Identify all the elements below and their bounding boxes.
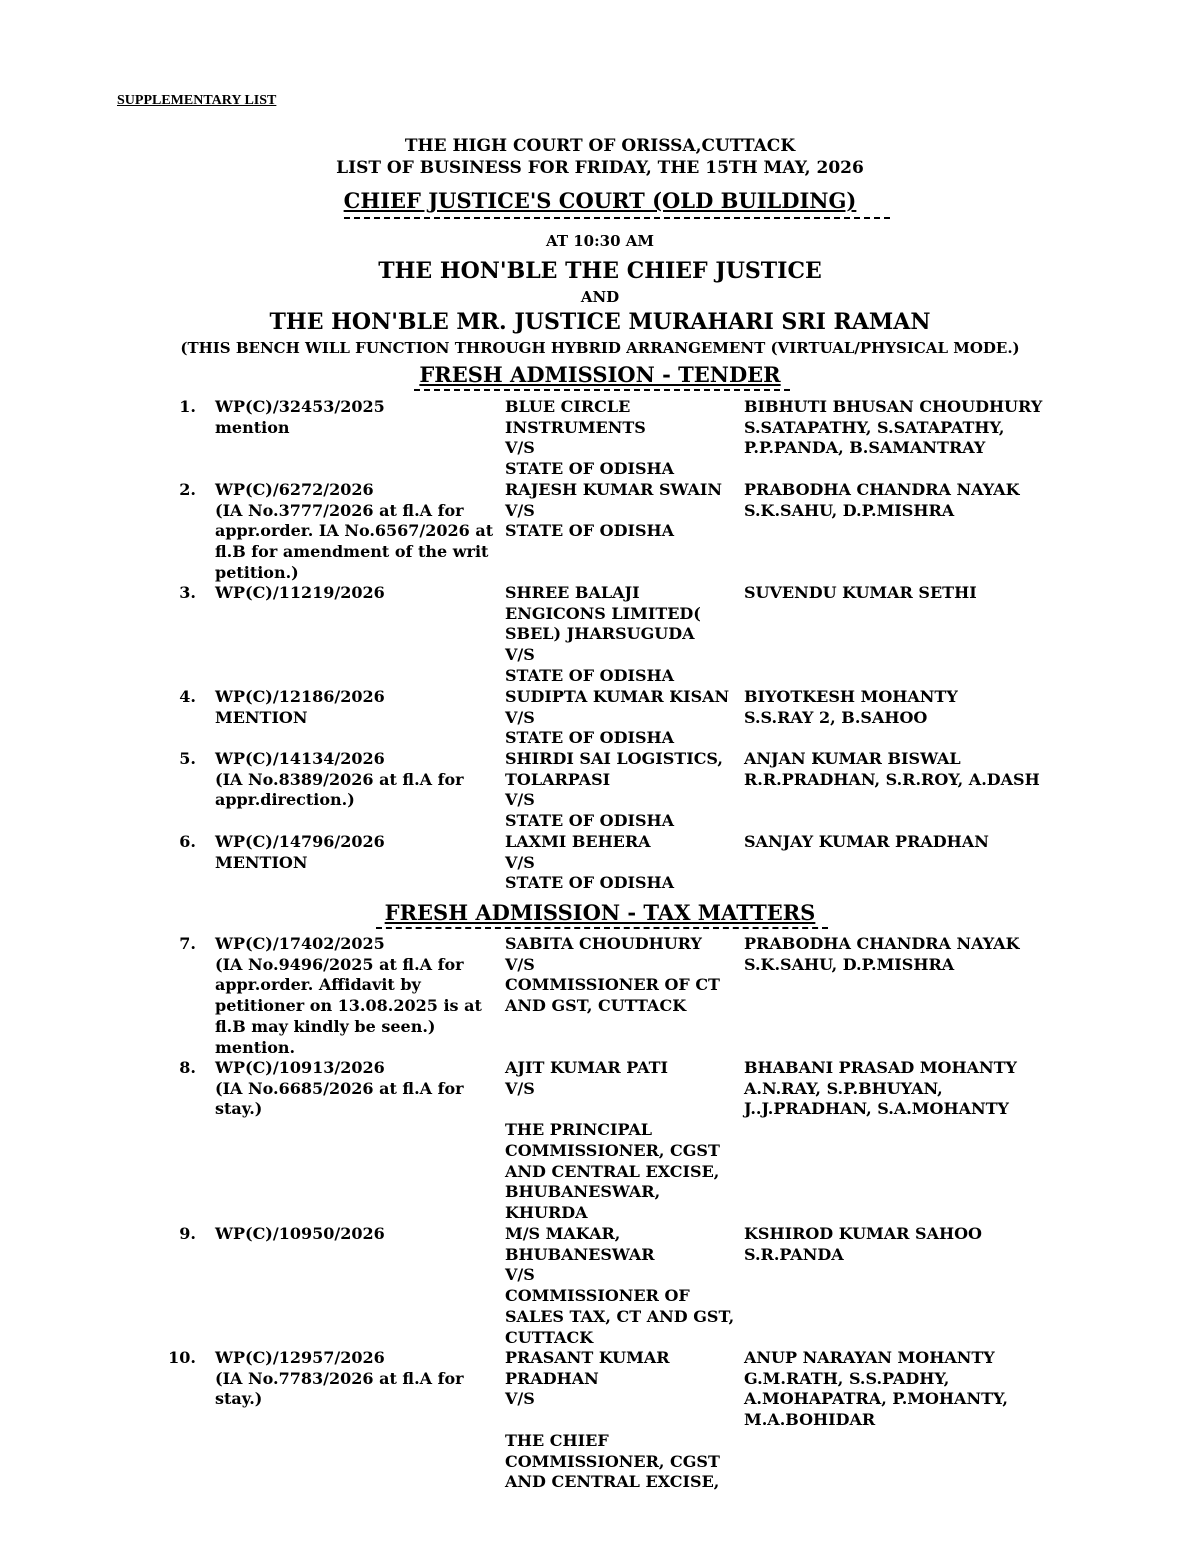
- case-serial: 6.: [179, 832, 196, 851]
- case-serial: 9.: [179, 1224, 196, 1243]
- case-serial: 4.: [179, 687, 196, 706]
- case-number: WP(C)/6272/2026 (IA No.3777/2026 at fl.A for appr.order. IA No.6567/2026 at fl.B for amendment of the writ petition.): [215, 480, 494, 582]
- supplementary-list-label: SUPPLEMENTARY LIST: [117, 93, 277, 108]
- case-serial: 2.: [179, 480, 196, 499]
- court-title-block: [0, 135, 1200, 179]
- section-heading-tax-matters: [0, 900, 1200, 926]
- case-advocates: BIYOTKESH MOHANTY S.S.RAY 2, B.SAHOO: [744, 687, 958, 727]
- case-parties: PRASANT KUMAR PRADHAN V/S THE CHIEF COMMISSIONER, CGST AND CENTRAL EXCISE,: [505, 1348, 720, 1492]
- bench-hybrid-note: (THIS BENCH WILL FUNCTION THROUGH HYBRID ARRANGEMENT (VIRTUAL/PHYSICAL MODE.): [180, 339, 1020, 357]
- case-advocates: PRABODHA CHANDRA NAYAK S.K.SAHU, D.P.MISHRA: [744, 934, 1020, 974]
- case-advocates: BHABANI PRASAD MOHANTY A.N.RAY, S.P.BHUYAN, J..J.PRADHAN, S.A.MOHANTY: [744, 1058, 1017, 1119]
- case-number: WP(C)/14134/2026 (IA No.8389/2026 at fl.A for appr.direction.): [215, 749, 464, 810]
- case-number: WP(C)/14796/2026 MENTION: [215, 832, 385, 872]
- section-title: FRESH ADMISSION - TENDER: [419, 362, 781, 387]
- section-title: FRESH ADMISSION - TAX MATTERS: [384, 900, 816, 925]
- case-number: WP(C)/11219/2026: [215, 583, 385, 602]
- case-parties: M/S MAKAR, BHUBANESWAR V/S COMMISSIONER OF SALES TAX, CT AND GST, CUTTACK: [505, 1224, 735, 1347]
- case-advocates: SUVENDU KUMAR SETHI: [744, 583, 977, 602]
- case-serial: 1.: [179, 397, 196, 416]
- court-room-dashed-underline: [344, 217, 890, 219]
- case-parties: RAJESH KUMAR SWAIN V/S STATE OF ODISHA: [505, 480, 723, 541]
- judge-chief-justice: THE HON'BLE THE CHIEF JUSTICE: [378, 258, 822, 284]
- case-number: WP(C)/32453/2025 mention: [215, 397, 385, 437]
- case-advocates: ANJAN KUMAR BISWAL R.R.PRADHAN, S.R.ROY, A.DASH: [744, 749, 1040, 789]
- case-parties: SABITA CHOUDHURY V/S COMMISSIONER OF CT AND GST, CUTTACK: [505, 934, 720, 1016]
- section-dashed-underline: [414, 389, 790, 391]
- judge-second: THE HON'BLE MR. JUSTICE MURAHARI SRI RAMAN: [269, 309, 931, 335]
- list-of-business-date: LIST OF BUSINESS FOR FRIDAY, THE 15TH MAY, 2026: [336, 158, 864, 178]
- case-advocates: SANJAY KUMAR PRADHAN: [744, 832, 989, 851]
- case-parties: SHREE BALAJI ENGICONS LIMITED( SBEL) JHARSUGUDA V/S STATE OF ODISHA: [505, 583, 701, 685]
- bench-conjunction: AND: [580, 288, 620, 306]
- case-serial: 3.: [179, 583, 196, 602]
- section-heading-tender: [0, 362, 1200, 388]
- high-court-name: THE HIGH COURT OF ORISSA,CUTTACK: [404, 136, 796, 156]
- case-parties: SUDIPTA KUMAR KISAN V/S STATE OF ODISHA: [505, 687, 730, 748]
- case-advocates: ANUP NARAYAN MOHANTY G.M.RATH, S.S.PADHY, A.MOHAPATRA, P.MOHANTY, M.A.BOHIDAR: [744, 1348, 1008, 1430]
- case-advocates: KSHIROD KUMAR SAHOO S.R.PANDA: [744, 1224, 982, 1264]
- section-dashed-underline: [376, 927, 828, 929]
- case-advocates: BIBHUTI BHUSAN CHOUDHURY S.SATAPATHY, S.SATAPATHY, P.P.PANDA, B.SAMANTRAY: [744, 397, 1043, 458]
- case-number: WP(C)/17402/2025 (IA No.9496/2025 at fl.A for appr.order. Affidavit by petitioner on 13.08.2025 is at fl.B may kindly be seen.) mention.: [215, 934, 482, 1057]
- case-serial: 10.: [168, 1348, 196, 1367]
- court-room-name: CHIEF JUSTICE'S COURT (OLD BUILDING): [343, 188, 857, 213]
- case-serial: 7.: [179, 934, 196, 953]
- case-advocates: PRABODHA CHANDRA NAYAK S.K.SAHU, D.P.MISHRA: [744, 480, 1020, 520]
- case-parties: SHIRDI SAI LOGISTICS, TOLARPASI V/S STATE OF ODISHA: [505, 749, 723, 831]
- case-number: WP(C)/10950/2026: [215, 1224, 385, 1243]
- case-number: WP(C)/12957/2026 (IA No.7783/2026 at fl.A for stay.): [215, 1348, 464, 1409]
- sitting-time: AT 10:30 AM: [546, 232, 654, 250]
- case-number: WP(C)/10913/2026 (IA No.6685/2026 at fl.A for stay.): [215, 1058, 464, 1119]
- case-parties: LAXMI BEHERA V/S STATE OF ODISHA: [505, 832, 675, 893]
- case-serial: 8.: [179, 1058, 196, 1077]
- court-room-heading: [0, 188, 1200, 214]
- case-number: WP(C)/12186/2026 MENTION: [215, 687, 385, 727]
- case-parties: BLUE CIRCLE INSTRUMENTS V/S STATE OF ODISHA: [505, 397, 675, 479]
- case-serial: 5.: [179, 749, 196, 768]
- case-parties: AJIT KUMAR PATI V/S THE PRINCIPAL COMMISSIONER, CGST AND CENTRAL EXCISE, BHUBANESWAR, KHURDA: [505, 1058, 720, 1222]
